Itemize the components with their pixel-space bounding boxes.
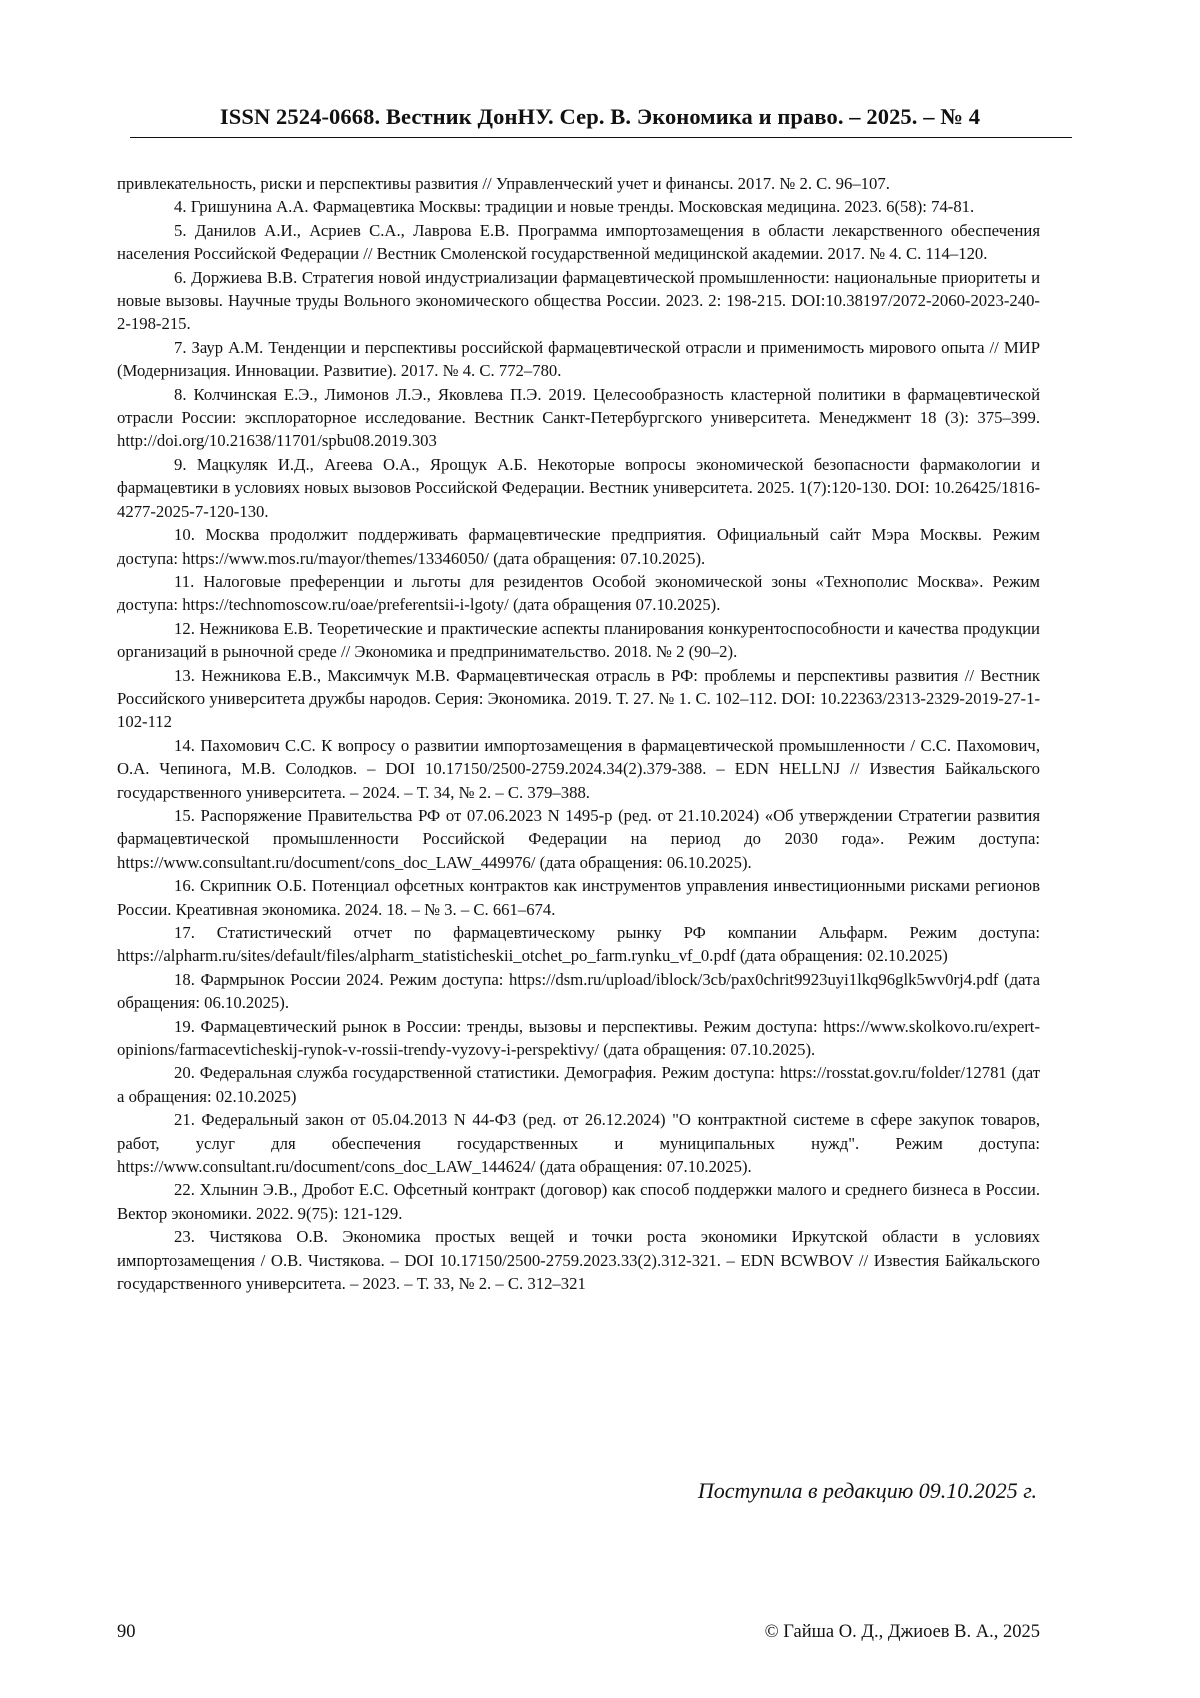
reference-text: Фармрынок России 2024. Режим доступа: https://dsm.ru/upload/iblock/3cb/pax0chrit9923uyi1lkq96glk5wv0rj4.pdf (дата обращения: 06.10.2025). xyxy=(117,969,1041,1013)
reference-item xyxy=(117,336,1040,383)
reference-text: Нежникова Е.В., Максимчук М.В. Фармацевтическая отрасль в РФ: проблемы и перспективы развития // Вестник Российского университета дружбы народов. Серия: Экономика. 2019. Т. 27. № 1. С. 102–112. DOI: 10.22363/2313-2329-2019-27-1-102-112 xyxy=(117,665,1041,732)
journal-header: ISSN 2524-0668. Вестник ДонНУ. Сер. В. Экономика и право. – 2025. – № 4 xyxy=(219,104,981,129)
reference-number: 9. xyxy=(174,454,187,474)
page-number: 90 xyxy=(117,1622,136,1642)
reference-text: Скрипник О.Б. Потенциал офсетных контрактов как инструментов управления инвестиционными рисками регионов России. Креативная экономика. 2024. 18. – № 3. – С. 661–674. xyxy=(117,876,1041,919)
reference-item xyxy=(117,664,1040,734)
reference-item xyxy=(117,1178,1040,1225)
reference-item xyxy=(117,1015,1040,1062)
reference-text: Федеральный закон от 05.04.2013 N 44-ФЗ (ред. от 26.12.2024) "О контрактной системе в сфере закупок товаров, работ, услуг для обеспечения государственных и муниципальных нужд". Режим доступа: https://www.consultant.ru/document/cons_doc_LAW_144624/ (дата обращения: 07.10.2025). xyxy=(117,1110,1041,1177)
reference-number: 7. xyxy=(174,337,187,357)
copyright-notice: © Гайша О. Д., Джиоев В. А., 2025 xyxy=(764,1622,1040,1642)
reference-continuation: привлекательность, риски и перспективы развития // Управленческий учет и финансы. 2017. № 2. С. 96–107. xyxy=(117,174,890,193)
reference-item xyxy=(117,570,1040,617)
reference-item xyxy=(117,921,1040,968)
reference-text: Пахомович С.С. К вопросу о развитии импортозамещения в фармацевтической промышленности / С.С. Пахомович, О.А. Чепинога, М.В. Солодков. – DOI 10.17150/2500-2759.2024.34(2).379-388. – EDN HELLNJ // Известия Байкальского государственного университета. – 2024. – Т. 34, № 2. – С. 379–388. xyxy=(117,735,1040,802)
reference-item xyxy=(117,195,1040,218)
reference-number: 21. xyxy=(174,1110,195,1130)
reference-text: Заур А.М. Тенденции и перспективы российской фармацевтической отрасли и применимость мирового опыта // МИР (Модернизация. Инновации. Развитие). 2017. № 4. С. 772–780. xyxy=(117,337,1040,381)
reference-item xyxy=(117,1225,1040,1295)
reference-number: 5. xyxy=(174,220,187,240)
reference-number: 16. xyxy=(174,876,195,896)
reference-item xyxy=(117,266,1040,336)
reference-item xyxy=(117,617,1040,664)
reference-text: Гришунина А.А. Фармацевтика Москвы: традиции и новые тренды. Московская медицина. 2023. 6(58): 74-81. xyxy=(190,197,975,217)
reference-number: 22. xyxy=(174,1180,195,1200)
header-rule xyxy=(130,137,1072,138)
reference-text: Колчинская Е.Э., Лимонов Л.Э., Яковлева П.Э. 2019. Целесообразность кластерной политики в фармацевтической отрасли России: эксплораторное исследование. Вестник Санкт-Петербургского университета. Менеджмент 18 (3): 375–399. http://doi.org/10.21638/11701/spbu08.2019.303 xyxy=(117,384,1040,451)
reference-number: 19. xyxy=(174,1016,195,1036)
reference-text: Данилов А.И., Асриев С.А., Лаврова Е.В. Программа импортозамещения в области лекарственного обеспечения населения Российской Федерации // Вестник Смоленской государственной медицинской академии. 2017. № 4. С. 114–120. xyxy=(117,220,1040,264)
reference-item xyxy=(117,734,1040,804)
reference-number: 6. xyxy=(174,267,187,287)
reference-text: Распоряжение Правительства РФ от 07.06.2023 N 1495-р (ред. от 21.10.2024) «Об утверждении Стратегии развития фармацевтической промышленности Российской Федерации на период до 2030 года». Режим доступа: https://www.consultant.ru/document/cons_doc_LAW_449976/ (дата обращения: 06.10.2025). xyxy=(117,805,1041,872)
reference-text: Федеральная служба государственной статистики. Демография. Режим доступа: https://rosstat.gov.ru/folder/12781 (дата обращения: 02.10.2025) xyxy=(117,1063,1040,1106)
reference-item xyxy=(117,383,1040,453)
reference-number: 13. xyxy=(174,665,195,685)
reference-text: Статистический отчет по фармацевтическому рынку РФ компании Альфарм. Режим доступа: https://alpharm.ru/sites/default/files/alpharm_statisticheskii_otchet_po_farm.rynku_vf_0.pdf (дата обращения: 02.10.2025) xyxy=(117,923,1041,966)
reference-item xyxy=(117,804,1040,874)
reference-text: Доржиева В.В. Стратегия новой индустриализации фармацевтической промышленности: национальные приоритеты и новые вызовы. Научные труды Вольного экономического общества России. 2023. 2: 198-215. DOI:10.38197/2072-2060-2023-240-2-198-215. xyxy=(117,267,1041,334)
reference-text: Москва продолжит поддерживать фармацевтические предприятия. Официальный сайт Мэра Москвы. Режим доступа: https://www.mos.ru/mayor/themes/13346050/ (дата обращения: 07.10.2025). xyxy=(117,525,1040,568)
reference-number: 15. xyxy=(174,805,195,825)
reference-number: 8. xyxy=(174,384,187,404)
reference-number: 17. xyxy=(174,923,195,942)
reference-number: 10. xyxy=(174,525,195,545)
reference-text: Хлынин Э.В., Дробот Е.С. Офсетный контракт (договор) как способ поддержки малого и среднего бизнеса в России. Вектор экономики. 2022. 9(75): 121-129. xyxy=(117,1180,1040,1223)
reference-list xyxy=(117,172,1040,1296)
reference-text: Фармацевтический рынок в России: тренды, вызовы и перспективы. Режим доступа: https://www.skolkovo.ru/expert-opinions/farmacevticheskij-rynok-v-rossii-trendy-vyzovy-i-perspektivy/ (дата обращения: 07.10.2025). xyxy=(117,1016,1040,1060)
reference-number: 20. xyxy=(174,1063,195,1083)
reference-text: Налоговые преференции и льготы для резидентов Особой экономической зоны «Технополис Москва». Режим доступа: https://technomoscow.ru/oae/preferentsii-i-lgoty/ (дата обращения 07.10.2025). xyxy=(117,571,1040,615)
reference-item xyxy=(117,968,1040,1015)
reference-number: 11. xyxy=(174,571,195,591)
received-date-note: Поступила в редакцию 09.10.2025 г. xyxy=(697,1478,1037,1503)
reference-text: Нежникова Е.В. Теоретические и практические аспекты планирования конкурентоспособности и качества продукции организаций в рыночной среде // Экономика и предпринимательство. 2018. № 2 (90–2). xyxy=(117,618,1040,662)
reference-item xyxy=(117,453,1040,523)
reference-item xyxy=(117,1061,1040,1108)
reference-text: Чистякова О.В. Экономика простых вещей и точки роста экономики Иркутской области в условиях импортозамещения / О.В. Чистякова. – DOI 10.17150/2500-2759.2023.33(2).312-321. – EDN BCWBOV // Известия Байкальского государственного университета. – 2023. – Т. 33, № 2. – С. 312–321 xyxy=(117,1227,1040,1294)
reference-item xyxy=(117,219,1040,266)
reference-number: 4. xyxy=(174,197,187,217)
reference-number: 18. xyxy=(174,969,195,989)
reference-text: Мацкуляк И.Д., Агеева О.А., Ярощук А.Б. Некоторые вопросы экономической безопасности фармакологии и фармацевтики в условиях новых вызовов Российской Федерации. Вестник университета. 2025. 1(7):120-130. DOI: 10.26425/1816-4277-2025-7-120-130. xyxy=(117,454,1041,521)
reference-number: 12. xyxy=(174,618,195,638)
reference-item xyxy=(117,874,1040,921)
reference-item xyxy=(117,1108,1040,1178)
reference-item xyxy=(117,523,1040,570)
reference-number: 14. xyxy=(174,735,195,755)
reference-number: 23. xyxy=(174,1227,195,1247)
